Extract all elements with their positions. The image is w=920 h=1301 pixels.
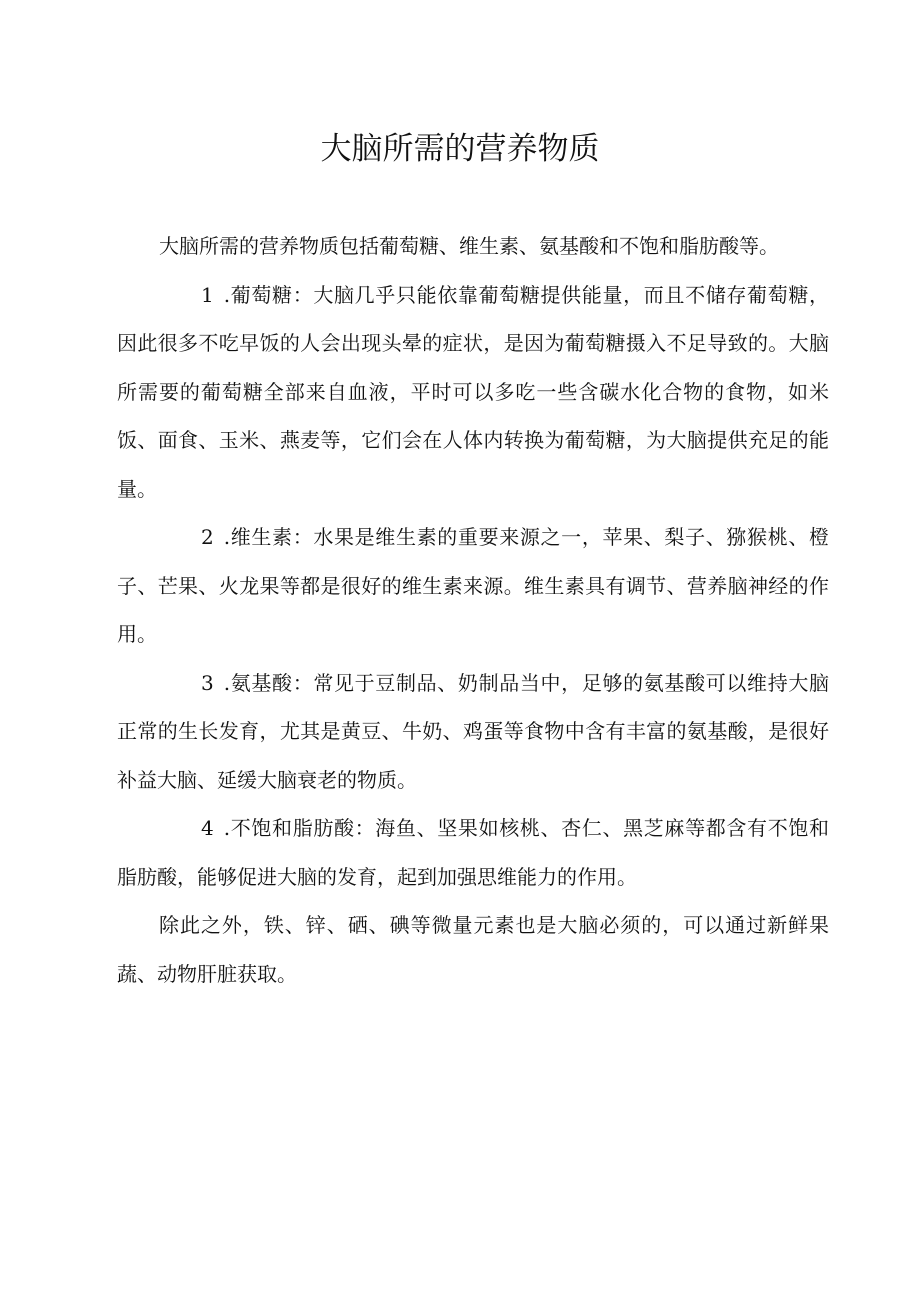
page-title: 大脑所需的营养物质 bbox=[320, 131, 600, 167]
intro-paragraph bbox=[117, 222, 829, 271]
paragraph-text: 除此之外，铁、锌、硒、碘等微量元素也是大脑必须的，可以通过新鲜果蔬、动物肝脏获取。 bbox=[117, 913, 829, 986]
fatty-acid-paragraph bbox=[117, 804, 829, 901]
list-number: 4 bbox=[201, 816, 214, 840]
vitamin-paragraph bbox=[117, 513, 829, 659]
paragraph-text: .不饱和脂肪酸：海鱼、坚果如核桃、杏仁、黑芝麻等都含有不饱和脂肪酸，能够促进大脑的发育，起到加强思维能力的作用。 bbox=[117, 816, 829, 889]
conclusion-paragraph bbox=[117, 901, 829, 998]
paragraph-text: 大脑所需的营养物质包括葡萄糖、维生素、氨基酸和不饱和脂肪酸等。 bbox=[159, 234, 779, 258]
amino-acid-paragraph bbox=[117, 659, 829, 805]
paragraph-text: .氨基酸：常见于豆制品、奶制品当中，足够的氨基酸可以维持大脑正常的生长发育，尤其是黄豆、牛奶、鸡蛋等食物中含有丰富的氨基酸，是很好补益大脑、延缓大脑衰老的物质。 bbox=[117, 670, 829, 792]
document-body bbox=[117, 222, 829, 998]
list-number: 2 bbox=[201, 525, 214, 549]
list-number: 1 bbox=[201, 282, 214, 307]
paragraph-text: .维生素：水果是维生素的重要来源之一，苹果、梨子、猕猴桃、橙子、芒果、火龙果等都是很好的维生素来源。维生素具有调节、营养脑神经的作用。 bbox=[117, 525, 829, 646]
paragraph-text: .葡萄糖：大脑几乎只能依靠葡萄糖提供能量，而且不储存葡萄糖，因此很多不吃早饭的人会出现头晕的症状，是因为葡萄糖摄入不足导致的。大脑所需要的葡萄糖全部来自血液，平时可以多吃一些含碳水化合物的食物，如米饭、面食、玉米、燕麦等，它们会在人体内转换为葡萄糖，为大脑提供充足的能量。 bbox=[117, 282, 829, 501]
list-number: 3 bbox=[201, 670, 214, 695]
glucose-paragraph bbox=[117, 271, 829, 514]
